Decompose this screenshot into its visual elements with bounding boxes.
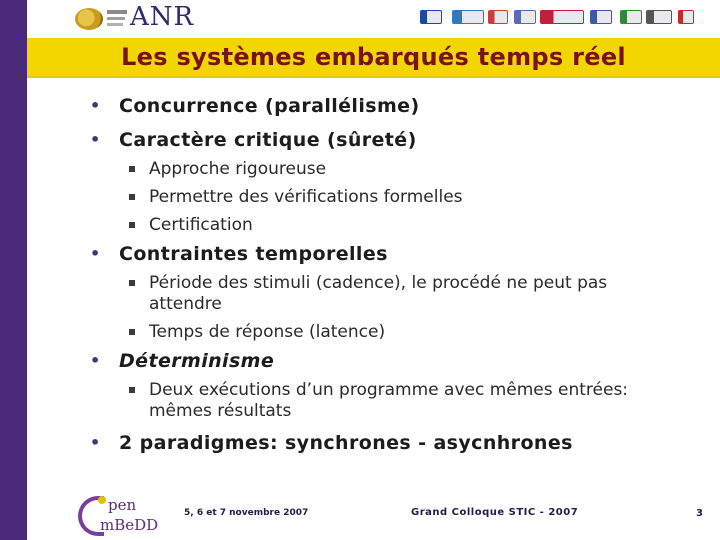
ministry-logo-line — [107, 10, 127, 14]
partner-logo-esterel — [452, 10, 484, 24]
bullet-item — [88, 94, 698, 118]
openembedd-logo-text: pen — [108, 496, 137, 514]
square-bullet-icon — [129, 166, 135, 172]
bullet-item — [88, 349, 698, 373]
partner-logo-esg — [514, 10, 536, 24]
sub-bullet-text: Période des stimuli (cadence), le procédé ne peut pas attendre — [149, 273, 608, 314]
partner-logo-airbus — [420, 10, 442, 24]
partner-logo-labri — [646, 10, 672, 24]
anr-logo: ANR — [130, 2, 195, 32]
sub-bullet-text: Approche rigoureuse — [149, 159, 327, 179]
ministry-logo-line — [107, 17, 125, 20]
sub-bullet-item — [88, 380, 678, 422]
left-accent-bar — [0, 0, 27, 540]
republic-seal-logo — [75, 8, 103, 30]
partner-logo-thales — [678, 10, 694, 24]
sub-bullet-item — [88, 215, 698, 236]
sub-bullet-item — [88, 322, 698, 343]
title-rule — [27, 76, 720, 78]
bullet-list — [88, 94, 698, 455]
sub-bullet-text: Permettre des vérifications formelles — [149, 187, 463, 207]
sub-bullet-text: Deux exécutions d’un programme avec mêmes entrées: mêmes résultats — [149, 380, 629, 421]
bullet-text: Concurrence (parallélisme) — [119, 95, 420, 117]
bullet-item — [88, 128, 698, 152]
bullet-text: Caractère critique (sûreté) — [119, 129, 417, 151]
openembedd-logo-text: mBeDD — [100, 516, 159, 534]
partner-logo-verimag — [620, 10, 642, 24]
footer-event: Grand Colloque STIC - 2007 — [411, 507, 579, 518]
square-bullet-icon — [129, 329, 135, 335]
partner-logo-polytech — [540, 10, 584, 24]
bullet-dot-icon: • — [90, 351, 101, 370]
bullet-dot-icon: • — [90, 244, 101, 263]
footer-date: 5, 6 et 7 novembre 2007 — [184, 508, 309, 518]
bullet-dot-icon: • — [90, 96, 101, 115]
partner-logo-cea — [488, 10, 508, 24]
bullet-item — [88, 242, 698, 266]
bullet-text: 2 paradigmes: synchrones - asycnhrones — [119, 432, 573, 454]
square-bullet-icon — [129, 222, 135, 228]
bullet-dot-icon: • — [90, 433, 101, 452]
bullet-dot-icon: • — [90, 130, 101, 149]
ministry-logo-line — [107, 23, 123, 26]
square-bullet-icon — [129, 194, 135, 200]
sub-bullet-text: Temps de réponse (latence) — [149, 322, 386, 342]
sub-bullet-item — [88, 187, 698, 208]
sub-bullet-item — [88, 273, 648, 315]
slide-title: Les systèmes embarqués temps réel — [121, 43, 626, 71]
bullet-text: Déterminisme — [119, 350, 275, 372]
square-bullet-icon — [129, 280, 135, 286]
bullet-item — [88, 431, 698, 455]
page-number: 3 — [696, 508, 703, 519]
partner-logo-inria — [590, 10, 612, 24]
bullet-text: Contraintes temporelles — [119, 243, 388, 265]
sub-bullet-text: Certification — [149, 215, 253, 235]
square-bullet-icon — [129, 387, 135, 393]
openembedd-logo-dot — [98, 496, 106, 504]
sub-bullet-item — [88, 159, 698, 180]
